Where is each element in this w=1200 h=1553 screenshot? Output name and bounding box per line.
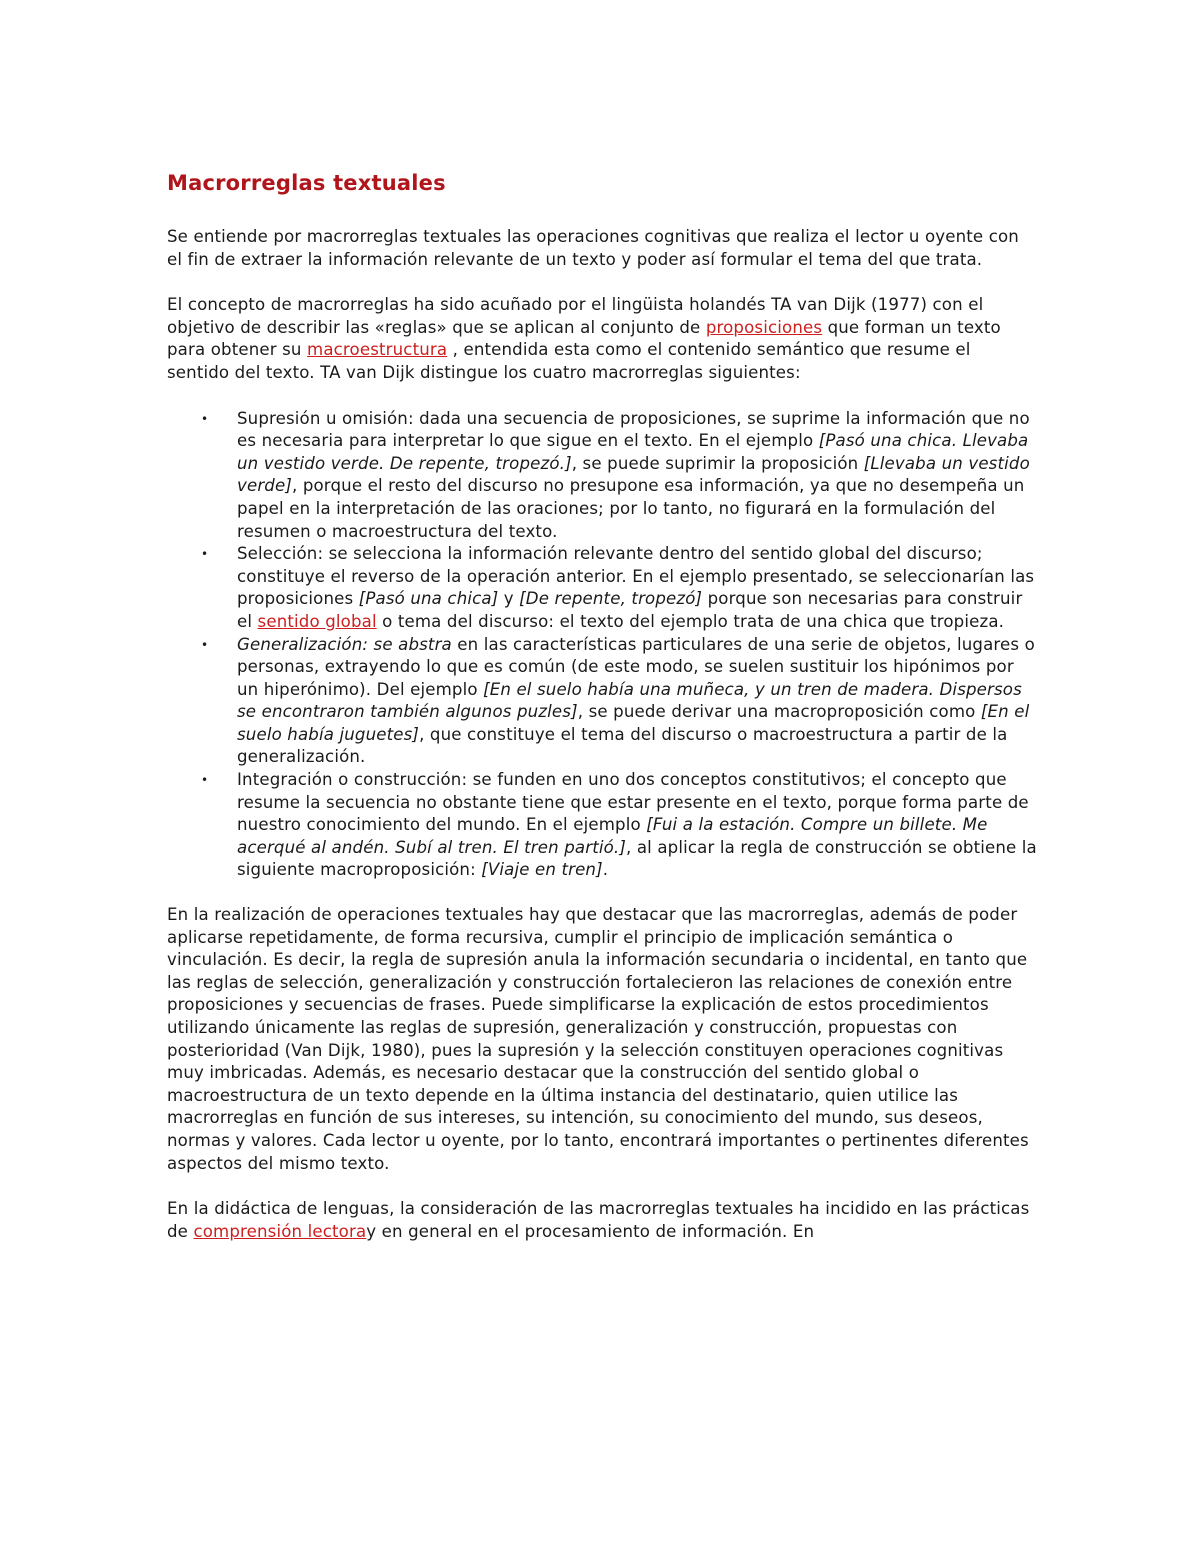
bullet-icon: •	[201, 547, 209, 562]
seleccion-example-1: [Pasó una chica]	[358, 589, 499, 609]
supresion-text-c: , porque el resto del discurso no presupone esa información, ya que no desempeña un papel en la interpretación de las oraciones; por lo tanto, no figurará en la formulación del resumen o macroestructura del texto.	[237, 476, 1025, 541]
didactica-paragraph	[167, 1198, 1037, 1243]
realizacion-paragraph: En la realización de operaciones textuales hay que destacar que las macrorreglas, además de poder aplicarse repetidamente, de forma recursiva, cumplir el principio de implicación semántica o vinculación. Es decir, la regla de supresión anula la información secundaria o incidental, en tanto que las reglas de selección, generalización y construcción fortalecieron las relaciones de conexión entre proposiciones y secuencias de frases. Puede simplificarse la explicación de estos procedimientos utilizando únicamente las reglas de supresión, generalización y construcción, propuestas con posterioridad (Van Dijk, 1980), pues la supresión y la selección constituyen operaciones cognitivas muy imbricadas. Además, es necesario destacar que la construcción del sentido global o macroestructura de un texto depende en la última instancia del destinatario, quien utilice las macrorreglas en función de sus intereses, su intención, su conocimiento del mundo, sus deseos, normas y valores. Cada lector u oyente, por lo tanto, encontrará importantes o pertinentes diferentes aspectos del mismo texto.	[167, 905, 1029, 1173]
integracion-text-b: , al aplicar la regla de construcción se obtiene la siguiente macroproposición:	[237, 837, 1037, 880]
rule-integracion	[201, 769, 1037, 882]
intro-paragraph: Se entiende por macrorreglas textuales las operaciones cognitivas que realiza el lector u oyente con el fin de extraer la información relevante de un texto y poder así formular el tema del que trata.	[167, 227, 1019, 269]
link-proposiciones[interactable]: proposiciones	[705, 317, 823, 337]
integracion-example-1: [Fui a la estación. Compre un billete. Me acerqué al andén. Subí al tren. El tren partió.]	[237, 815, 988, 857]
rule-seleccion	[201, 543, 1037, 633]
seleccion-text-d: o tema del discurso: el texto del ejemplo trata de una chica que tropieza.	[376, 611, 1005, 631]
concept-text-2: que forman un texto para obtener su	[167, 317, 1001, 360]
generalizacion-text-c: , que constituye el tema del discurso o macroestructura a partir de la generalización.	[237, 724, 1008, 767]
seleccion-text-b: y	[498, 589, 520, 609]
supresion-example-1: [Pasó una chica. Llevaba un vestido verde. De repente, tropezó.]	[237, 431, 1029, 473]
supresion-example-2: [Llevaba un vestido verde]	[237, 453, 1030, 496]
didactica-text-a: En la didáctica de lenguas, la consideración de las macrorreglas textuales ha incidido en las prácticas de	[167, 1199, 1030, 1241]
link-comprension-lectora[interactable]: comprensión lectora	[193, 1221, 367, 1241]
link-macroestructura[interactable]: macroestructura	[307, 340, 448, 360]
rule-generalizacion	[201, 634, 1037, 770]
seleccion-text-a: Selección: se selecciona la información relevante dentro del sentido global del discurso; constituye el reverso de la operación anterior. En el ejemplo presentado, se seleccionarían las proposiciones	[237, 544, 1035, 609]
seleccion-text-c: porque son necesarias para construir el	[237, 589, 1023, 631]
integracion-text-a: Integración o construcción: se funden en uno dos conceptos constitutivos; el concepto que resume la secuencia no obstante tiene que estar presente en el texto, porque forma parte de nuestro conocimiento del mundo. En el ejemplo	[237, 770, 1029, 835]
bullet-icon: •	[201, 637, 209, 652]
generalizacion-heading: Generalización: se abstra	[237, 634, 452, 654]
generalizacion-text-b: , se puede derivar una macroproposición como	[577, 702, 981, 722]
integracion-example-2: [Viaje en tren]	[481, 860, 603, 880]
supresion-text-a: Supresión u omisión: dada una secuencia de proposiciones, se suprime la información que no es necesaria para interpretar lo que sigue en el texto. En el ejemplo	[237, 408, 1030, 451]
rule-supresion	[201, 408, 1037, 544]
bullet-icon: •	[201, 773, 209, 788]
generalizacion-example-2: [En el suelo había juguetes]	[237, 702, 1030, 744]
integracion-text-c: .	[602, 860, 609, 880]
link-sentido-global[interactable]: sentido global	[257, 611, 377, 631]
generalizacion-example-1: [En el suelo había una muñeca, y un tren de madera. Dispersos se encontraron también algunos puzles]	[237, 679, 1022, 722]
bullet-icon: •	[201, 411, 209, 426]
page-title: Macrorreglas textuales	[167, 171, 446, 195]
seleccion-example-2: [De repente, tropezó]	[519, 589, 703, 609]
document-page	[167, 168, 1037, 1266]
concept-text-3: , entendida esta como el contenido semántico que resume el sentido del texto. TA van Dijk distingue los cuatro macrorreglas siguientes:	[167, 340, 971, 382]
generalizacion-text-a: en las características particulares de una serie de objetos, lugares o personas, extrayendo lo que es común (de este modo, se suelen sustituir los hipónimos por un hiperónimo). Del ejemplo	[237, 634, 1035, 699]
concept-text-1: El concepto de macrorreglas ha sido acuñado por el lingüista holandés TA van Dijk (1977) con el objetivo de describir las «reglas» que se aplican al conjunto de	[167, 295, 984, 337]
rules-list	[167, 408, 1037, 882]
supresion-text-b: , se puede suprimir la proposición	[571, 453, 864, 473]
concept-paragraph	[167, 294, 1037, 384]
didactica-text-b: y en general en el procesamiento de información. En	[366, 1221, 815, 1241]
